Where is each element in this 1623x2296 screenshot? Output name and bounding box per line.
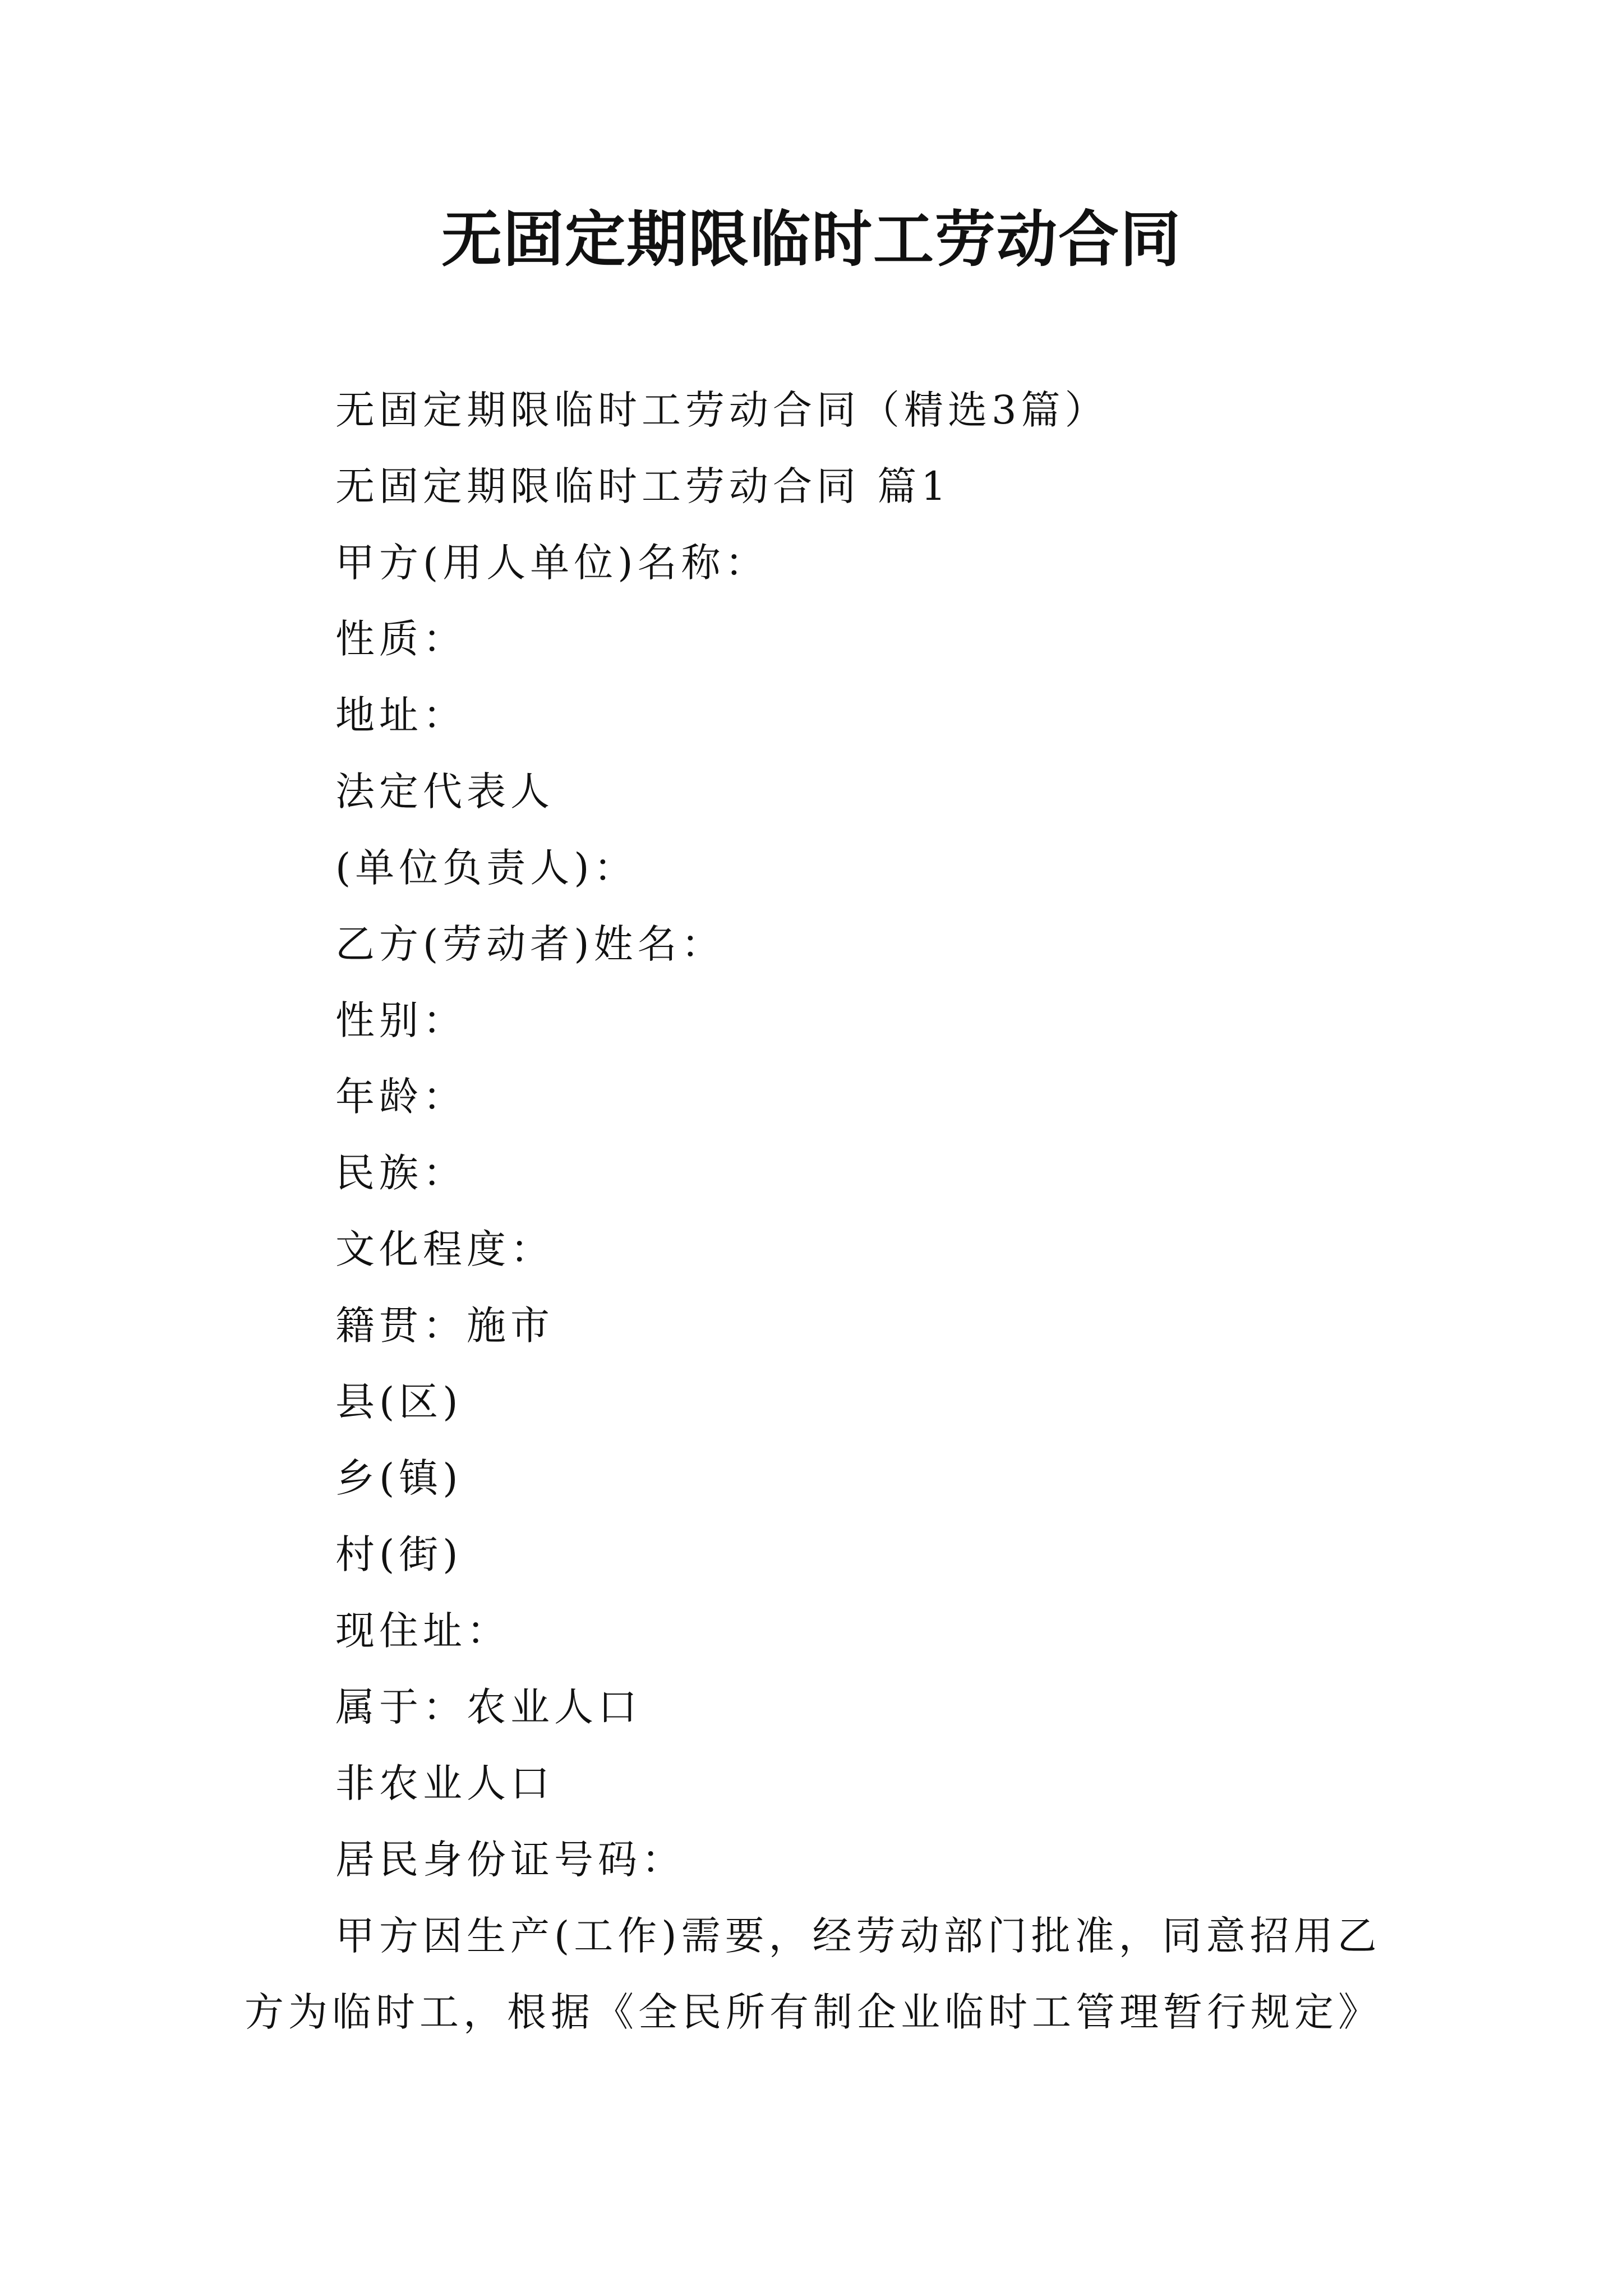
nature-field: 性质： xyxy=(335,616,467,662)
county-field: 县(区) xyxy=(335,1379,463,1425)
party-a-name-field: 甲方(用人单位)名称： xyxy=(335,540,769,586)
gender-field: 性别： xyxy=(335,997,467,1043)
section-heading: 无固定期限临时工劳动合同 篇1 xyxy=(335,463,951,509)
village-field: 村(街) xyxy=(335,1531,463,1577)
ethnicity-field: 民族： xyxy=(335,1150,467,1196)
address-field: 地址： xyxy=(335,692,467,738)
current-address-field: 现住址： xyxy=(335,1608,510,1654)
id-number-field: 居民身份证号码： xyxy=(335,1837,685,1883)
party-b-name-field: 乙方(劳动者)姓名： xyxy=(335,921,725,967)
document-title: 无固定期限临时工劳动合同 xyxy=(441,204,1182,275)
paragraph-line: 甲方因生产(工作)需要，经劳动部门批准，同意招用乙 xyxy=(335,1913,1381,1959)
household-type-option: 非农业人口 xyxy=(335,1760,554,1806)
paragraph-line: 方为临时工，根据《全民所有制企业临时工管理暂行规定》 xyxy=(245,1989,1382,2035)
native-place-field: 籍贯：施市 xyxy=(335,1303,554,1349)
age-field: 年龄： xyxy=(335,1074,467,1120)
subtitle-line: 无固定期限临时工劳动合同（精选3篇） xyxy=(335,387,1109,433)
education-field: 文化程度： xyxy=(335,1226,554,1272)
household-type-field: 属于：农业人口 xyxy=(335,1684,642,1730)
legal-representative-label: 法定代表人 xyxy=(335,769,554,815)
township-field: 乡(镇) xyxy=(335,1455,463,1501)
unit-head-field: (单位负责人)： xyxy=(335,845,638,891)
